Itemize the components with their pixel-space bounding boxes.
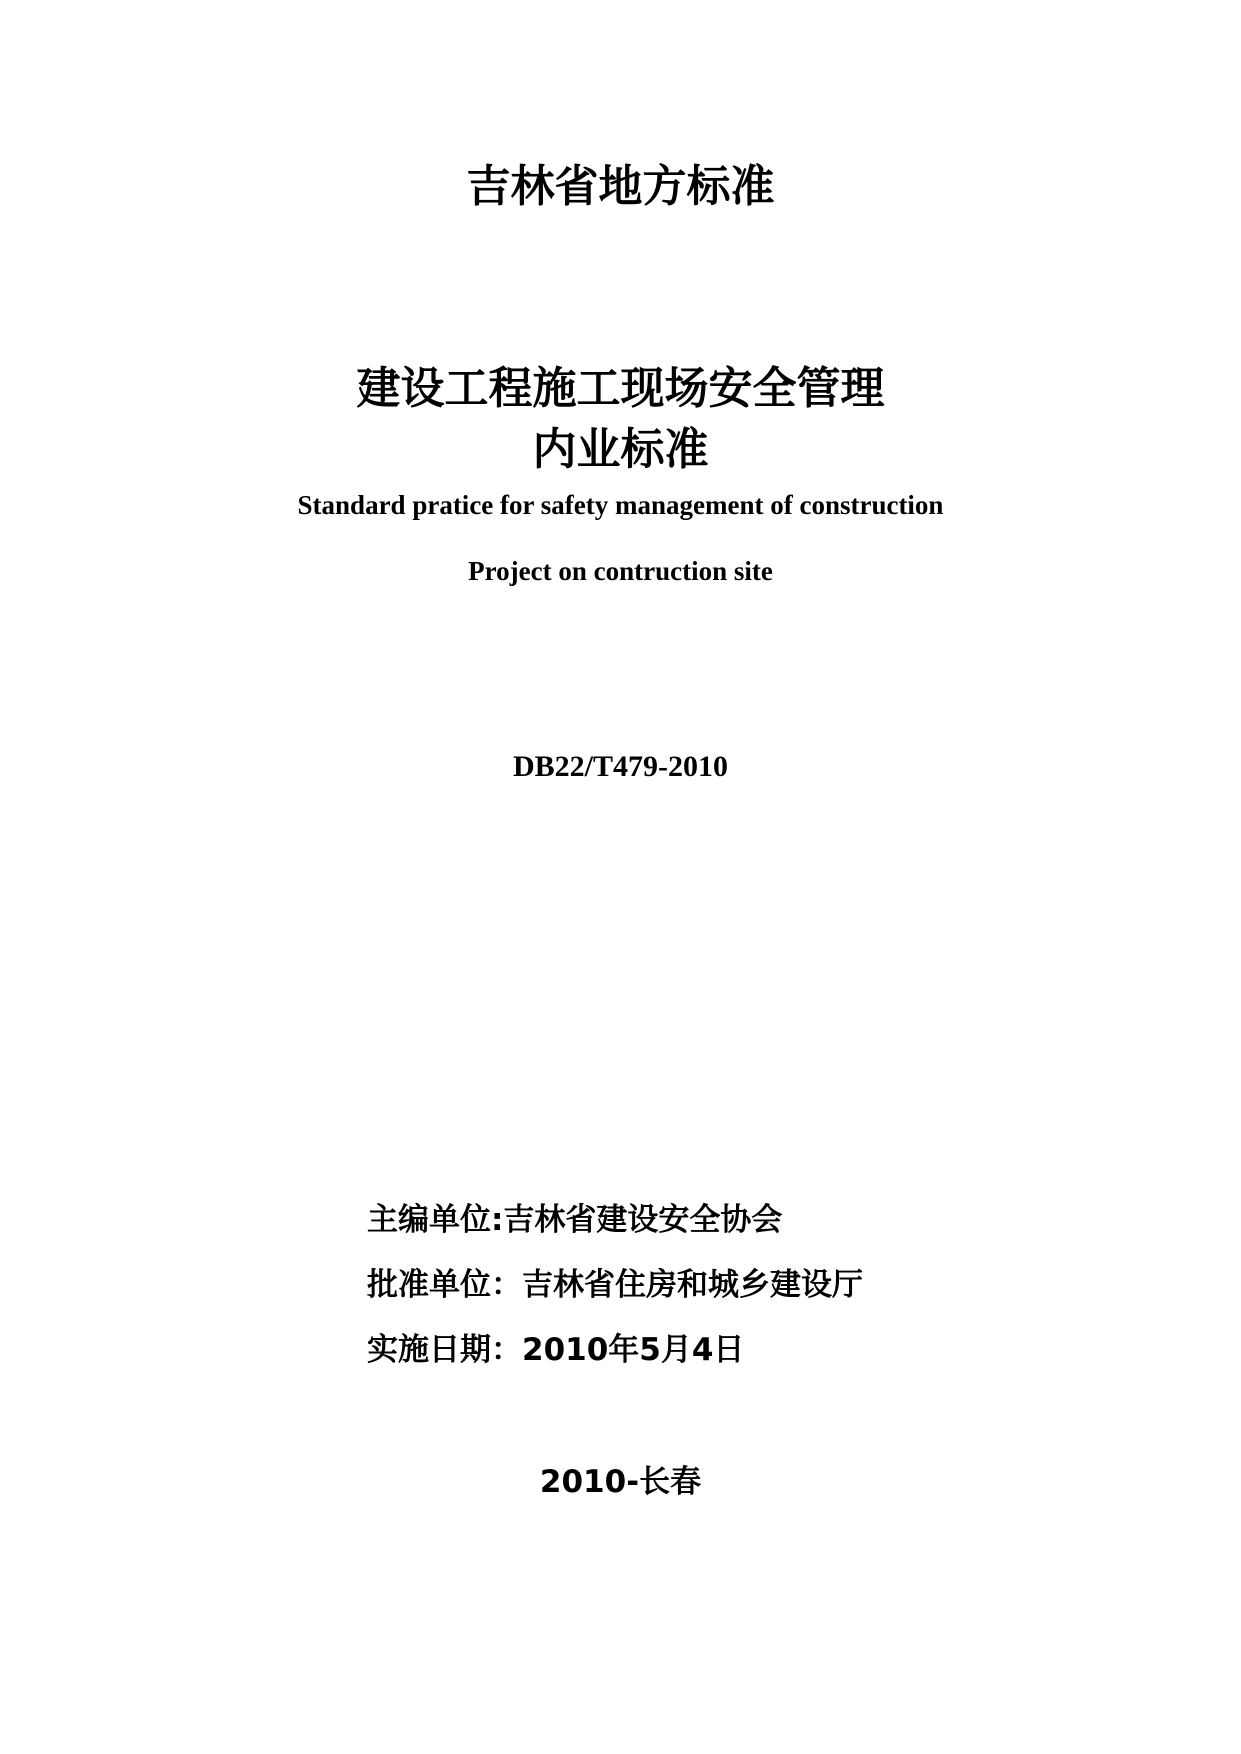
english-title-line2: Project on contruction site (468, 556, 773, 586)
approval-unit: 批准单位：吉林省住房和城乡建设厅 (367, 1267, 863, 1303)
editor-unit: 主编单位:吉林省建设安全协会 (367, 1202, 783, 1238)
english-title-line1: Standard pratice for safety management of construction (297, 490, 944, 520)
main-title-line2: 内业标准 (532, 424, 709, 475)
main-title-line1: 建设工程施工现场安全管理 (356, 363, 885, 414)
header-title: 吉林省地方标准 (466, 161, 775, 212)
standard-code: DB22/T479-2010 (512, 750, 728, 783)
footer-year-place: 2010-长春 (539, 1464, 702, 1500)
implementation-date: 实施日期：2010年5月4日 (367, 1332, 745, 1368)
